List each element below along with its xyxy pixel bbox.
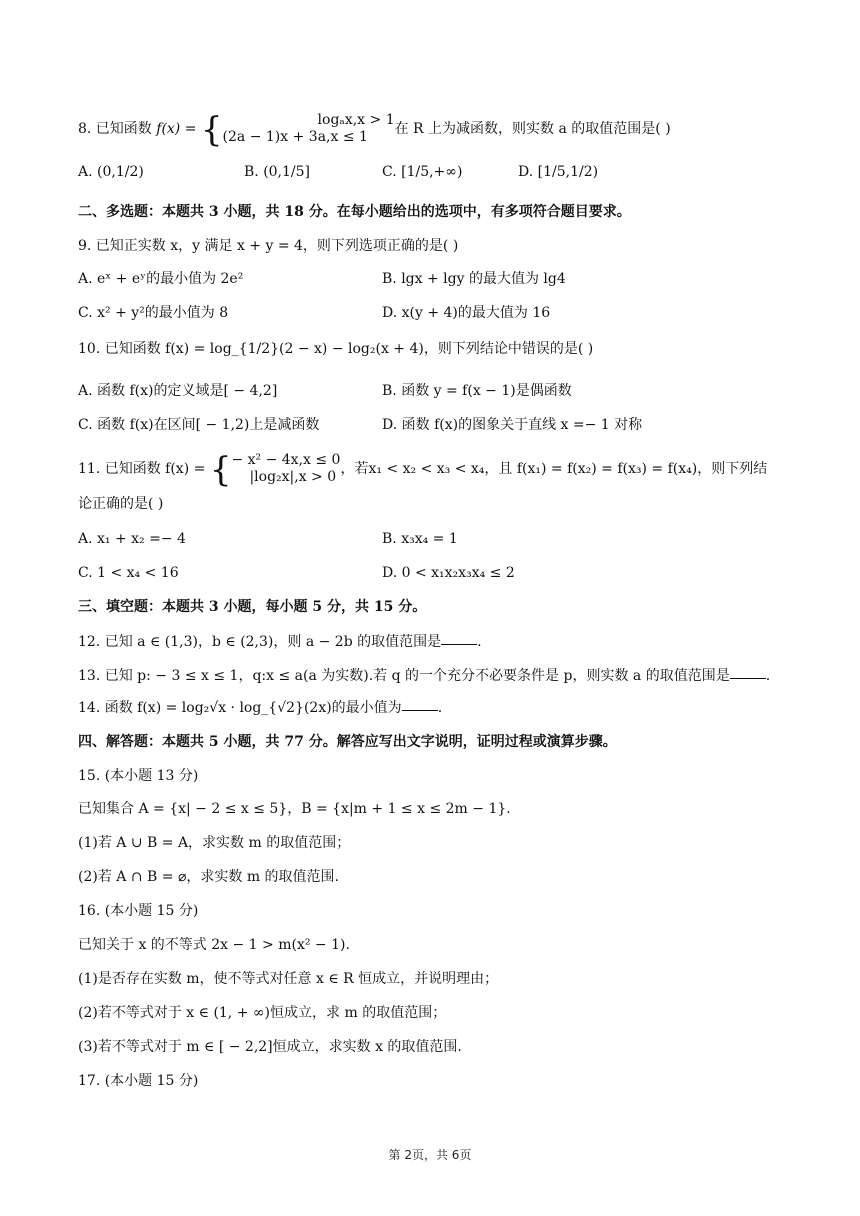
question-17-heading: 17. (本小题 15 分) xyxy=(78,1073,199,1089)
q11-option-d: D. 0 < x₁x₂x₃x₄ ≤ 2 xyxy=(382,565,515,581)
q11-option-b: B. x₃x₄ = 1 xyxy=(382,531,458,547)
q8-suffix: 在 R 上为减函数，则实数 a 的取值范围是( ) xyxy=(394,121,671,137)
q10-option-a: A. 函数 f(x)的定义域是[ − 4,2] xyxy=(78,383,278,399)
question-13: 13. 已知 p: − 3 ≤ x ≤ 1，q:x ≤ a(a 为实数).若 q 的一个充分不必要条件是 p，则实数 a 的取值范围是 . xyxy=(78,668,771,684)
q9-option-d: D. x(y + 4)的最大值为 16 xyxy=(382,305,551,321)
q12-answer-blank xyxy=(441,632,477,645)
q10-option-b: B. 函数 y = f(x − 1)是偶函数 xyxy=(382,383,572,399)
question-14: 14. 函数 f(x) = log₂√x · log_{√2}(2x)的最小值为 . xyxy=(78,700,443,716)
question-12: 12. 已知 a ∈ (1,3)，b ∈ (2,3)，则 a − 2b 的取值范围是 . xyxy=(78,634,482,650)
q8-case1: logₐx,x > 1 xyxy=(317,112,395,128)
q16-part-3: (3)若不等式对于 m ∈ [ − 2,2]恒成立，求实数 x 的取值范围. xyxy=(78,1039,462,1055)
q11-case1: − x² − 4x,x ≤ 0 xyxy=(231,452,341,468)
q8-option-d: D. [1/5,1/2) xyxy=(518,164,599,180)
q11-option-a: A. x₁ + x₂ =− 4 xyxy=(78,531,186,547)
q15-stem: 已知集合 A = {x| − 2 ≤ x ≤ 5}，B = {x|m + 1 ≤ x ≤ 2m − 1}. xyxy=(78,801,511,817)
q11-case2: |log₂x|,x > 0 xyxy=(249,469,337,485)
q11-stem-line2: 论正确的是( ) xyxy=(78,496,164,512)
q9-option-c: C. x² + y²的最小值为 8 xyxy=(78,305,229,321)
q8-option-c: C. [1/5,+∞) xyxy=(382,164,463,180)
q9-option-a: A. eˣ + eʸ的最小值为 2e² xyxy=(78,271,244,287)
q10-option-d: D. 函数 f(x)的图象关于直线 x =− 1 对称 xyxy=(382,417,643,433)
section-2-heading: 二、多选题：本题共 3 小题，共 18 分。在每小题给出的选项中，有多项符合题目要求。 xyxy=(78,204,631,220)
q14-answer-blank xyxy=(402,698,438,711)
q11-prefix: 11. 已知函数 f(x) = xyxy=(78,461,206,477)
question-9-stem: 9. 已知正实数 x，y 满足 x + y = 4，则下列选项正确的是( ) xyxy=(78,238,459,254)
section-4-heading: 四、解答题：本题共 5 小题，共 77 分。解答应写出文字说明，证明过程或演算步骤。 xyxy=(78,734,617,750)
q15-part-1: (1)若 A ∪ B = A，求实数 m 的取值范围； xyxy=(78,835,351,851)
question-10-stem: 10. 已知函数 f(x) = log_{1/2}(2 − x) − log₂(x + 4)，则下列结论中错误的是( ) xyxy=(78,341,594,357)
q16-part-2: (2)若不等式对于 x ∈ (1, + ∞)恒成立，求 m 的取值范围； xyxy=(78,1005,447,1021)
q13-answer-blank xyxy=(730,666,766,679)
q11-suffix: ，若x₁ < x₂ < x₃ < x₄，且 f(x₁) = f(x₂) = f(x₃) = f(x₄)，则下列结 xyxy=(340,461,768,477)
question-11-stem: 11. 已知函数 f(x) = { − x² − 4x,x ≤ 0 |log₂x|,x > 0 ，若x₁ < x₂ < x₃ < x₄，且 f(x₁) = f(x₂) = f(x₃) = f(x₄)，则下列结 xyxy=(78,450,768,490)
q9-option-b: B. lgx + lgy 的最大值为 lg4 xyxy=(382,271,566,287)
q10-option-c: C. 函数 f(x)在区间[ − 1,2)上是减函数 xyxy=(78,417,320,433)
q15-part-2: (2)若 A ∩ B = ⌀，求实数 m 的取值范围. xyxy=(78,869,339,885)
q11-option-c: C. 1 < x₄ < 16 xyxy=(78,565,179,581)
q8-option-b: B. (0,1/5] xyxy=(244,164,311,180)
page-footer: 第 2页，共 6页 xyxy=(388,1148,472,1162)
q13-text: 13. 已知 p: − 3 ≤ x ≤ 1，q:x ≤ a(a 为实数).若 q 的一个充分不必要条件是 p，则实数 a 的取值范围是 xyxy=(78,668,730,684)
q8-case2: (2a − 1)x + 3a,x ≤ 1 xyxy=(222,129,368,145)
question-16-heading: 16. (本小题 15 分) xyxy=(78,903,199,919)
q12-text: 12. 已知 a ∈ (1,3)，b ∈ (2,3)，则 a − 2b 的取值范围是 xyxy=(78,634,442,650)
question-15-heading: 15. (本小题 13 分) xyxy=(78,768,199,784)
q8-prefix: 8. 已知函数 xyxy=(78,121,152,137)
question-8-stem: 8. 已知函数 f(x) = { logₐx,x > 1 (2a − 1)x + 3a,x ≤ 1 在 R 上为减函数，则实数 a 的取值范围是( ) xyxy=(78,110,671,150)
q8-option-a: A. (0,1/2) xyxy=(78,164,144,180)
q14-text: 14. 函数 f(x) = log₂√x · log_{√2}(2x)的最小值为 xyxy=(78,700,402,716)
q16-part-1: (1)是否存在实数 m，使不等式对任意 x ∈ R 恒成立，并说明理由； xyxy=(78,971,499,987)
q16-stem: 已知关于 x 的不等式 2x − 1 > m(x² − 1). xyxy=(78,937,350,953)
section-3-heading: 三、填空题：本题共 3 小题，每小题 5 分，共 15 分。 xyxy=(78,599,427,615)
